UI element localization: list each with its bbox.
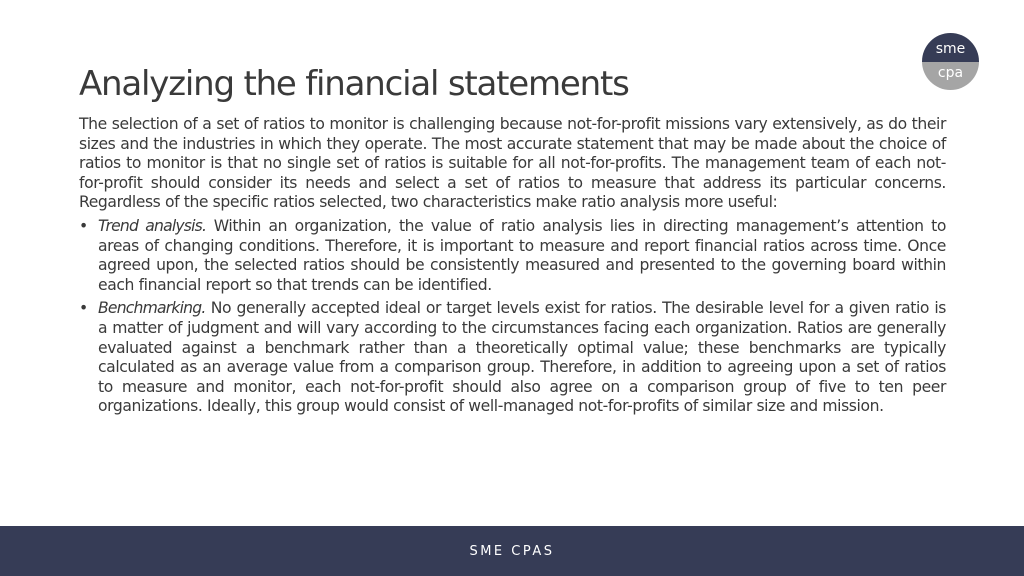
bullet-benchmarking <box>79 299 946 417</box>
slide-title: Analyzing the financial statements <box>79 64 629 104</box>
footer-text: SME CPAS <box>469 544 555 559</box>
bullet-marker: • <box>79 216 88 235</box>
bullet-text: No generally accepted ideal or target levels exist for ratios. The desirable level for a given ratio is a matter of judgment and will vary according to the circumstances facing each organization. Ratios are generally evaluated against a benchmark rather than a theoretically optimal value; these benchmarks are typically calculated as an average value from a comparison group. Therefore, in addition to agreeing upon a set of ratios to measure and monitor, each not-for-profit should also agree on a comparison group of five to ten peer organizations. Ideally, this group would consist of well-managed not-for-profits of similar size and mission. <box>98 299 946 416</box>
intro-paragraph: The selection of a set of ratios to monitor is challenging because not-for-profit missions vary extensively, as do their sizes and the industries in which they operate. The most accurate statement that may be made about the choice of ratios to monitor is that no single set of ratios is suitable for all not-for-profits. The management team of each not-for-profit should consider its needs and select a set of ratios to measure that address its particular concerns. Regardless of the specific ratios selected, two characteristics make ratio analysis more useful: <box>79 115 946 212</box>
logo-bottom-text: cpa <box>922 62 979 91</box>
bullet-text: Within an organization, the value of ratio analysis lies in directing management’s attention to areas of changing conditions. Therefore, it is important to measure and report financial ratios across time. Once agreed upon, the selected ratios should be consistently measured and presented to the governing board within each financial report so that trends can be identified. <box>98 216 946 294</box>
bullet-marker: • <box>79 299 88 318</box>
bullet-term: Trend analysis. <box>98 216 207 235</box>
bullet-trend-analysis <box>79 217 946 295</box>
sme-cpa-logo <box>922 33 979 90</box>
footer-bar <box>0 526 1024 576</box>
logo-top-text: sme <box>922 33 979 62</box>
slide-body <box>79 115 946 417</box>
bullet-term: Benchmarking. <box>98 299 206 318</box>
